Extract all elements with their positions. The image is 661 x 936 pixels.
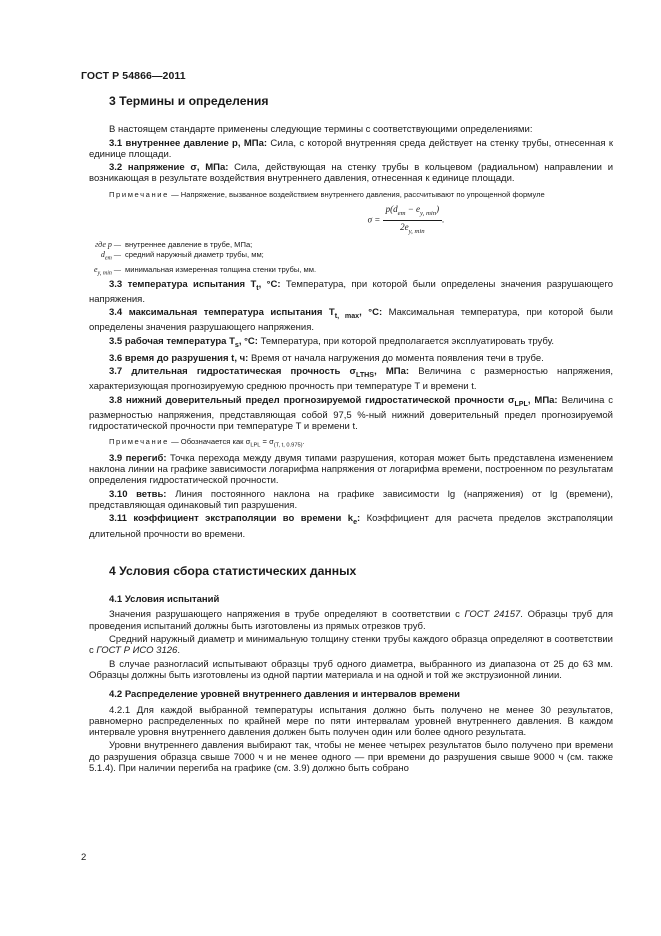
term-3-7-definition: Величина с размерностью напряжения, характеризующая прогнозируемую среднюю прочность при температуре T и времени t. [89,366,613,393]
term-3-7 [89,366,613,392]
term-3-5 [89,336,613,351]
legend-description: минимальная измеренная толщина стенки трубы, мм. [125,264,317,274]
legend-description: средний наружный диаметр трубы, мм; [125,250,264,260]
legend-row [83,240,613,251]
term-3-8 [89,395,613,433]
term-3-6 [89,353,613,364]
paragraph-4-1-1: Значения разрушающего напряжения в трубе определяют в соответствии с ГОСТ 24157. Образцы труб для проведения испытаний должны быть изготовлены из прямых отрезков труб. [89,609,613,632]
note-text: — Обозначается как $\sigma_{LPL} = \sigma_{(T, t, 0.975)}$. [171,437,305,449]
term-3-11-definition: Коэффициент для расчета пределов экстраполяции длительной прочности во времени. [89,513,613,540]
term-3-1-definition: Сила, с которой внутренняя среда действует на стенку трубы, отнесенная к единице площади. [89,137,613,160]
legend-row [83,250,613,264]
formula-numerator: $p(d_{em} - e_{y, min})$ [383,204,443,221]
legend-symbol: $d_{em}$ — [100,250,121,263]
reference-gost-iso-3126: ГОСТ Р ИСО 3126 [96,645,178,657]
term-3-8-definition: Величина с размерностью напряжения, представляющая собой 97,5 %-ный нижний доверительный предел прогнозируемой гидростатической прочности при температуре T и времени t. [89,394,613,433]
term-3-11-label: 3.11 коэффициент экстраполяции во времени $k_e$: [109,513,361,527]
term-3-6-definition: Время от начала нагружения до момента появления течи в трубе. [248,352,544,364]
subsection-4-2-title: 4.2 Распределение уровней внутреннего давления и интервалов времени [109,689,460,701]
section-3-intro: В настоящем стандарте применены следующие термины с соответствующими определениями: [109,124,533,136]
reference-gost-24157: ГОСТ 24157 [464,609,521,621]
formula-legend [83,240,613,279]
note-lpl [89,437,613,451]
term-3-9-label: 3.9 перегиб: [109,452,167,464]
formula-denominator: $2e_{y, min}$ [400,221,425,235]
term-3-1 [89,138,613,161]
paragraph-4-2-1: 4.2.1 Для каждой выбранной температуры испытания должно быть получено не менее 30 результатов, равномерно распределенных по крайней мере по пяти интервалам уровней внутреннего давления. В каждом интервале уровня внутреннего давления должен быть получен один или более одного результата. [89,704,613,739]
term-3-10 [89,489,613,512]
term-3-11 [89,513,613,539]
page-content [89,92,613,776]
note-stress-formula [89,190,613,200]
section-4-title: 4 Условия сбора статистических данных [109,563,357,578]
formula-fraction [383,204,443,237]
term-3-3 [89,279,613,305]
term-3-4-definition: Максимальная температура, при которой были определены значения разрушающего напряжения. [89,307,613,334]
note-label: Примечание [109,189,169,199]
page-number: 2 [81,852,87,863]
term-3-9-definition: Точка перехода между двумя типами разрушения, которая может быть представлена изменением наклона линии на графике зависимости логарифма напряжения от логарифма времени, построенном по результатам определения гидростатической прочности. [89,452,613,487]
term-3-4 [89,307,613,333]
term-3-6-label: 3.6 время до разрушения t, ч: [109,352,249,364]
paragraph-4-1-2: Средний наружный диаметр и минимальную толщину стенки трубы каждого образца определяют в соответствии с ГОСТ Р ИСО 3126. [89,634,613,657]
term-3-3-definition: Температура, при которой были определены значения разрушающего напряжения. [89,278,614,305]
paragraph-4-1-3: В случае разногласий испытывают образцы труб одного диаметра, выбранного из диапазона от 25 до 63 мм. Образцы должны быть изготовлены из одной партии материала и на одной и той же экструзионной линии. [89,658,613,681]
formula-lhs: σ = [367,214,381,225]
legend-symbol: где p — [95,239,121,249]
term-3-2 [89,162,613,185]
note-label: Примечание [109,437,169,447]
legend-symbol: $e_{y, min}$ — [93,264,121,277]
term-3-7-label: 3.7 длительная гидростатическая прочность $\sigma_{LTHS}$, МПа: [109,366,410,379]
term-3-2-definition: Сила, действующая на стенку трубы в кольцевом (радиальном) направлении и возникающая в результате воздействия внутреннего давления, отнесенная к единице площади. [89,162,614,185]
section-3-title: 3 Термины и определения [109,94,269,108]
term-3-5-definition: Температура, при которой предполагается эксплуатировать трубу. [257,335,555,347]
term-3-9 [89,453,613,487]
term-3-2-label: 3.2 напряжение σ, МПа: [109,162,229,174]
standard-header: ГОСТ Р 54866—2011 [81,70,186,82]
stress-formula [199,204,613,237]
term-3-10-definition: Линия постоянного наклона на графике зависимости lg (напряжения) от lg (времени), представляющая одинаковый тип разрушения. [89,488,613,512]
term-3-10-label: 3.10 ветвь: [109,488,167,500]
term-3-4-label: 3.4 максимальная температура испытания $T_{t, max}$, °С: [109,307,383,321]
legend-row [83,265,613,279]
term-3-3-label: 3.3 температура испытания $T_t$, °С: [109,278,281,292]
term-3-5-label: 3.5 рабочая температура $T_s$, °С: [109,335,258,349]
term-3-8-label: 3.8 нижний доверительный предел прогнозируемой гидростатической прочности $\sigma_{LPL}$, МПа: [109,394,558,408]
term-3-1-label: 3.1 внутреннее давление p, МПа: [109,137,268,149]
subsection-4-1-title: 4.1 Условия испытаний [109,594,220,606]
legend-description: внутреннее давление в трубе, МПа; [125,239,253,249]
note-text: — Напряжение, вызванное воздействием внутреннего давления, рассчитывают по упрощенной формуле [171,189,545,199]
formula-tail: . [442,214,445,225]
paragraph-4-2-2: Уровни внутреннего давления выбирают так, чтобы не менее четырех результатов было получено при времени до разрушения образца свыше 7000 ч и не менее одного — при времени до разрушения свыше 9000 ч (см. также 5.1.4). При наличии перегиба на графике (см. 3.9) должно быть собрано [89,740,613,775]
